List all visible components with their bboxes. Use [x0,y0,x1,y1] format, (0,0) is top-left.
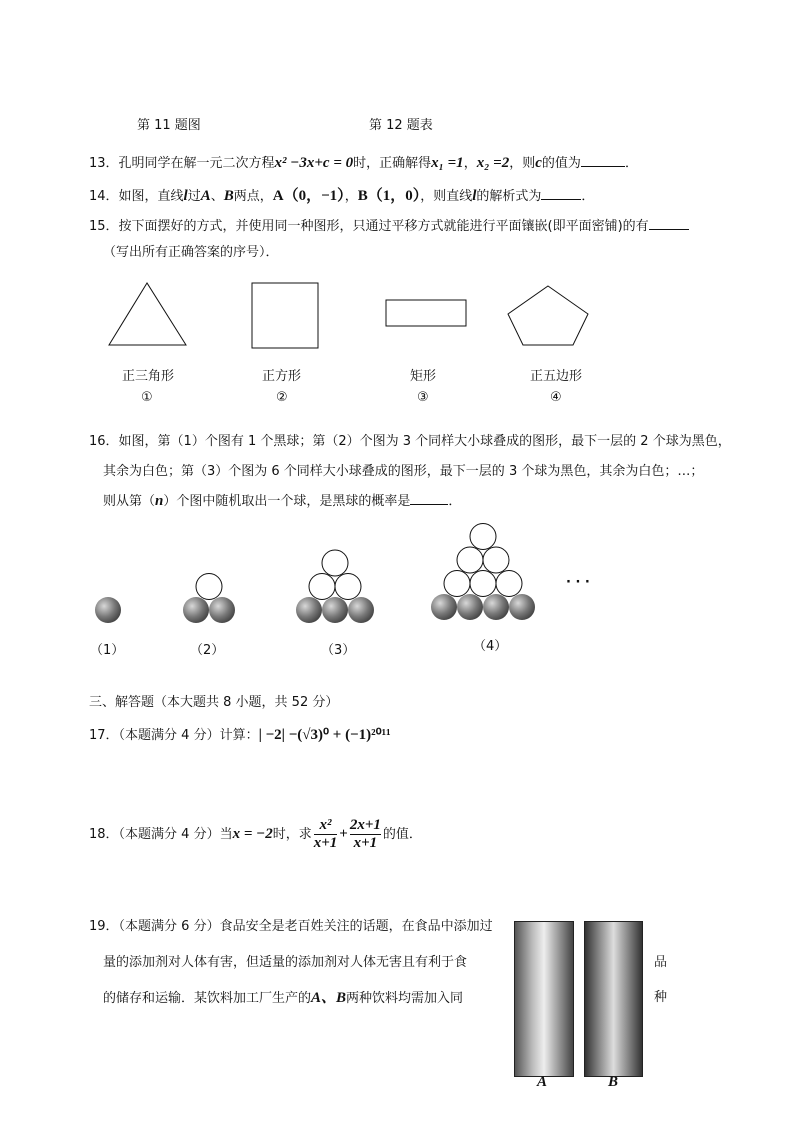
triangle-shape [109,283,186,345]
black-ball [483,594,509,620]
bottle-a-image [514,921,574,1077]
q14-text: 、 [210,189,224,204]
q14-text: 过 [187,189,201,204]
q13-x2: x₂ =2 [476,155,510,171]
ellipsis: · · · [566,575,590,590]
question-17 [89,727,391,744]
rectangle-shape [386,300,466,326]
white-ball [444,571,470,597]
plus-sign: + [339,826,348,842]
white-ball [457,547,483,573]
black-ball [296,597,322,623]
q14-text: 的解析式为 [476,189,542,204]
q19-text: 的储存和运输．某饮料加工厂生产的 [103,991,312,1006]
q18-text: 18．（本题满分 4 分）当 [89,827,233,842]
section-3-heading: 三、解答题（本大题共 8 小题，共 52 分） [89,695,339,710]
q19-side-char-1: 品 [654,955,668,970]
q13-x1: x₁ =1 [431,155,464,171]
q16-text: ． [448,494,462,509]
q17-expression: | −2| −(√3)⁰ + (−1)²⁰¹¹ [258,727,391,743]
q16-line1: 16．如图，第（1）个图有 1 个黑球；第（2）个图为 3 个同样大小球叠成的图形，最下一层的 2 个球为黑色， [89,434,731,449]
q13-text: ， [463,156,477,171]
q13-text: 13．孔明同学在解一元二次方程 [89,156,275,171]
q14-A-coord: A（0，−1） [272,188,345,204]
q14-l: l [183,188,188,204]
ball-figures [95,524,535,624]
q13-text: ． [624,156,638,171]
shape-num-1: ① [141,390,153,405]
shape-num-4: ④ [550,390,562,405]
ball-label-1: （1） [90,643,125,658]
q13-equation: x² −3x+c = 0 [274,155,354,171]
q14-B-coord: B（1，0） [357,188,421,204]
white-ball [322,550,348,576]
pentagon-shape [508,286,588,345]
numerator: 2x+1 [349,817,381,833]
black-ball [322,597,348,623]
black-ball [209,597,235,623]
answer-blank[interactable] [410,492,448,505]
shape-label-2: 正方形 [262,369,302,384]
q14-text: 14．如图，直线 [89,189,184,204]
q14-text: ． [581,189,595,204]
shape-label-3: 矩形 [410,369,437,384]
q19-line3 [103,990,463,1007]
ball-label-3: （3） [321,643,356,658]
shape-label-1: 正三角形 [122,369,175,384]
bottle-b-image [584,921,643,1077]
shape-num-3: ③ [417,390,429,405]
caption-table12: 第 12 题表 [369,118,433,133]
q19-line1: 19．（本题满分 6 分）食品安全是老百姓关注的话题，在食品中添加过 [89,919,493,934]
black-ball [457,594,483,620]
q14-B: B [223,188,234,204]
q19-AB: A、B [311,990,347,1006]
q16-line3 [103,492,461,510]
q14-l: l [472,188,477,204]
q18-text: 的值． [382,827,422,842]
square-shape [252,283,318,348]
q19-text: 两种饮料均需加入同 [346,991,464,1006]
q18-condition: x = −2 [232,826,273,842]
bottle-a-label: A [537,1074,548,1090]
bottle-b-label: B [608,1074,619,1090]
ball-label-4: （4） [473,639,508,654]
shape-label-4: 正五边形 [530,369,583,384]
black-ball [95,597,121,623]
black-ball [509,594,535,620]
white-ball [496,571,522,597]
denominator: x+1 [313,835,338,851]
denominator: x+1 [353,835,378,851]
q19-line2: 量的添加剂对人体有害，但适量的添加剂对人体无害且有利于食 [103,955,468,970]
white-ball [483,547,509,573]
q16-line2: 其余为白色；第（3）个图为 6 个同样大小球叠成的图形，最下一层的 3 个球为黑色，其余为白色；…； [103,464,704,479]
shape-num-2: ② [276,390,288,405]
black-ball [348,597,374,623]
black-ball [183,597,209,623]
black-ball [431,594,457,620]
q14-text: ，则直线 [420,189,473,204]
numerator: x² [314,817,338,835]
q16-text: ）个图中随机取出一个球，是黑球的概率是 [163,494,411,509]
q18-text: 时，求 [272,827,312,842]
q13-text: 时，正确解得 [353,156,432,171]
q19-side-char-2: 种 [654,990,668,1005]
q17-text: 17．（本题满分 4 分）计算： [89,728,259,743]
white-ball [335,574,361,600]
white-ball [470,571,496,597]
q13-text: ，则 [509,156,536,171]
fraction-2 [350,817,381,852]
q14-text: 两点， [233,189,273,204]
q16-text: 则从第（ [103,494,156,509]
q13-c: c [535,155,542,171]
white-ball [309,574,335,600]
white-ball [470,524,496,550]
white-ball [196,574,222,600]
ball-label-2: （2） [190,643,225,658]
q15-text: 15．按下面摆好的方式，并使用同一种图形，只通过平移方式就能进行平面镶嵌(即平面密铺)的有 [89,219,649,234]
q15-line2: （写出所有正确答案的序号）． [103,245,279,260]
fraction-1 [314,817,338,852]
question-18 [89,812,422,857]
q13-text: 的值为 [541,156,581,171]
q14-text: ， [344,189,358,204]
q16-n: n [155,493,164,509]
caption-fig11: 第 11 题图 [137,118,201,133]
q14-A: A [200,188,211,204]
